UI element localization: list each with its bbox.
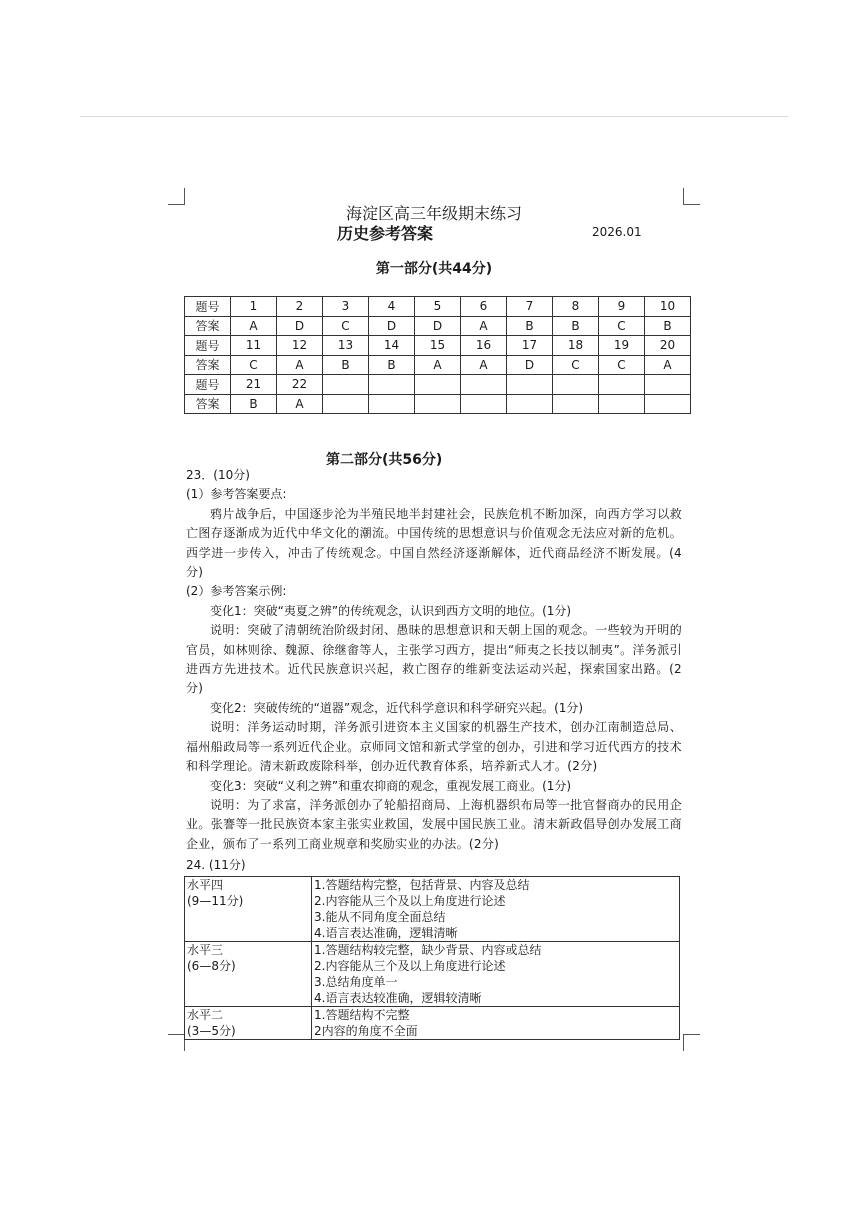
table-cell — [369, 375, 415, 395]
subquestion-label: (2）参考答案示例: — [186, 584, 287, 599]
table-cell: C — [599, 316, 645, 336]
table-cell: B — [369, 355, 415, 375]
table-cell — [461, 375, 507, 395]
table-cell: 13 — [323, 336, 369, 356]
answer-key-table — [184, 296, 691, 414]
document-title: 海淀区高三年级期末练习 — [345, 204, 522, 223]
level-score: (9—11分) — [187, 894, 244, 908]
table-cell — [599, 375, 645, 395]
table-cell: 3 — [323, 297, 369, 317]
explanation-paragraph: 说明：为了求富，洋务派创办了轮船招商局、上海机器织布局等一批官督商办的民用企业。张謇等一批民族资本家主张实业救国，发展中国民族工业。清末新政倡导创办发展工商企业，颁布了一系列工商业规章和奖励实业的办法。(2分) — [186, 797, 682, 851]
table-cell — [323, 375, 369, 395]
table-cell: 答案 — [185, 316, 231, 336]
change-statement: 变化2：突破传统的“道器”观念，近代科学意识和科学研究兴起。(1分) — [210, 700, 584, 715]
table-cell: 22 — [277, 375, 323, 395]
table-cell — [599, 394, 645, 414]
level-score: (3—5分) — [187, 1024, 236, 1038]
table-cell — [323, 394, 369, 414]
table-cell: 11 — [231, 336, 277, 356]
table-cell: A — [461, 316, 507, 336]
criterion: 1.答题结构完整，包括背景、内容及总结 — [314, 878, 530, 892]
table-cell: 1 — [231, 297, 277, 317]
criterion: 4.语言表达较准确，逻辑较清晰 — [314, 991, 482, 1005]
explanation-paragraph: 说明：洋务运动时期，洋务派引进资本主义国家的机器生产技术，创办江南制造总局、福州船政局等一系列近代企业。京师同文馆和新式学堂的创办，引进和学习近代西方的技术和科学理论。清末新政废除科举，创办近代教育体系，培养新式人才。(2分) — [186, 720, 682, 774]
question-label: 23．(10分) — [186, 468, 250, 482]
scoring-levels-table — [184, 876, 680, 1040]
table-cell: A — [645, 355, 691, 375]
table-cell — [369, 394, 415, 414]
document-subtitle: 历史参考答案 — [337, 224, 434, 243]
table-cell: D — [277, 316, 323, 336]
criterion: 1.答题结构较完整，缺少背景、内容或总结 — [314, 943, 542, 957]
criterion: 2内容的角度不全面 — [314, 1024, 418, 1038]
crop-mark-bottom-right — [683, 1034, 700, 1051]
change-statement: 变化1：突破“夷夏之辨”的传统观念，认识到西方文明的地位。(1分) — [210, 603, 572, 618]
table-cell: 19 — [599, 336, 645, 356]
table-cell: B — [645, 316, 691, 336]
table-cell — [553, 394, 599, 414]
table-row — [185, 375, 691, 395]
table-cell: B — [553, 316, 599, 336]
criterion: 3.总结角度单一 — [314, 975, 398, 989]
table-cell: B — [507, 316, 553, 336]
document-date: 2026.01 — [592, 225, 642, 239]
page-top-rule — [80, 116, 788, 117]
explanation-paragraph: 说明：突破了清朝统治阶级封闭、愚昧的思想意识和天朝上国的观念。一些较为开明的官员，如林则徐、魏源、徐继畬等人，主张学习西方，提出“师夷之长技以制夷”。洋务派引进西方先进技术。近代民族意识兴起，救亡图存的维新变法运动兴起，探索国家出路。(2分) — [186, 623, 682, 696]
change-statement: 变化3：突破“义利之辨”和重农抑商的观念，重视发展工商业。(1分) — [210, 778, 572, 793]
table-cell: A — [277, 394, 323, 414]
table-cell: 14 — [369, 336, 415, 356]
table-row — [185, 1007, 680, 1040]
table-cell: 答案 — [185, 394, 231, 414]
table-cell: 9 — [599, 297, 645, 317]
table-cell: A — [415, 355, 461, 375]
criterion: 1.答题结构不完整 — [314, 1008, 410, 1022]
table-cell: 18 — [553, 336, 599, 356]
table-row — [185, 316, 691, 336]
table-cell: B — [323, 355, 369, 375]
table-cell: B — [231, 394, 277, 414]
subquestion-label: (1）参考答案要点: — [186, 487, 287, 502]
table-row — [185, 355, 691, 375]
criteria-cell — [312, 1007, 680, 1040]
table-cell: C — [599, 355, 645, 375]
table-cell — [507, 394, 553, 414]
level-name: 水平四 — [187, 878, 224, 892]
table-cell: 21 — [231, 375, 277, 395]
table-cell — [645, 375, 691, 395]
criterion: 2.内容能从三个及以上角度进行论述 — [314, 959, 506, 973]
criterion: 2.内容能从三个及以上角度进行论述 — [314, 894, 506, 908]
table-cell: 20 — [645, 336, 691, 356]
level-cell — [185, 877, 312, 942]
table-cell — [415, 375, 461, 395]
part2-heading: 第二部分(共56分) — [326, 452, 443, 468]
level-name: 水平二 — [187, 1008, 224, 1022]
table-cell — [461, 394, 507, 414]
table-cell: C — [323, 316, 369, 336]
table-cell: 题号 — [185, 297, 231, 317]
table-row — [185, 297, 691, 317]
table-cell: 题号 — [185, 336, 231, 356]
table-row — [185, 942, 680, 1007]
table-cell — [415, 394, 461, 414]
table-row — [185, 394, 691, 414]
table-row — [185, 877, 680, 942]
criterion: 4.语言表达准确，逻辑清晰 — [314, 926, 458, 940]
part1-heading: 第一部分(共44分) — [375, 261, 493, 277]
table-cell: 12 — [277, 336, 323, 356]
level-score: (6—8分) — [187, 959, 236, 973]
level-cell — [185, 942, 312, 1007]
criteria-cell — [312, 942, 680, 1007]
table-cell: 17 — [507, 336, 553, 356]
criteria-cell — [312, 877, 680, 942]
table-cell: 题号 — [185, 375, 231, 395]
criterion: 3.能从不同角度全面总结 — [314, 910, 446, 924]
table-cell: 4 — [369, 297, 415, 317]
question-23-answer — [186, 466, 682, 854]
table-cell: A — [277, 355, 323, 375]
table-cell: A — [461, 355, 507, 375]
table-cell: D — [415, 316, 461, 336]
answer-paragraph: 鸦片战争后，中国逐步沦为半殖民地半封建社会，民族危机不断加深，向西方学习以救亡图存逐渐成为近代中华文化的潮流。中国传统的思想意识与价值观念无法应对新的危机。西学进一步传入，冲击了传统观念。中国自然经济逐渐解体，近代商品经济不断发展。(4分) — [186, 506, 682, 580]
table-cell: 16 — [461, 336, 507, 356]
level-cell — [185, 1007, 312, 1040]
table-cell: C — [231, 355, 277, 375]
table-cell: 10 — [645, 297, 691, 317]
table-cell: D — [369, 316, 415, 336]
table-cell: D — [507, 355, 553, 375]
table-cell: 6 — [461, 297, 507, 317]
level-name: 水平三 — [187, 943, 224, 957]
table-cell — [645, 394, 691, 414]
table-cell: C — [553, 355, 599, 375]
table-cell: 15 — [415, 336, 461, 356]
crop-mark-bottom-left — [168, 1034, 185, 1051]
table-cell: 5 — [415, 297, 461, 317]
table-cell: 7 — [507, 297, 553, 317]
table-cell: 2 — [277, 297, 323, 317]
table-cell — [553, 375, 599, 395]
table-cell: 答案 — [185, 355, 231, 375]
table-row — [185, 336, 691, 356]
table-cell — [507, 375, 553, 395]
table-cell: A — [231, 316, 277, 336]
table-cell: 8 — [553, 297, 599, 317]
question-label: 24. (11分) — [186, 858, 246, 872]
